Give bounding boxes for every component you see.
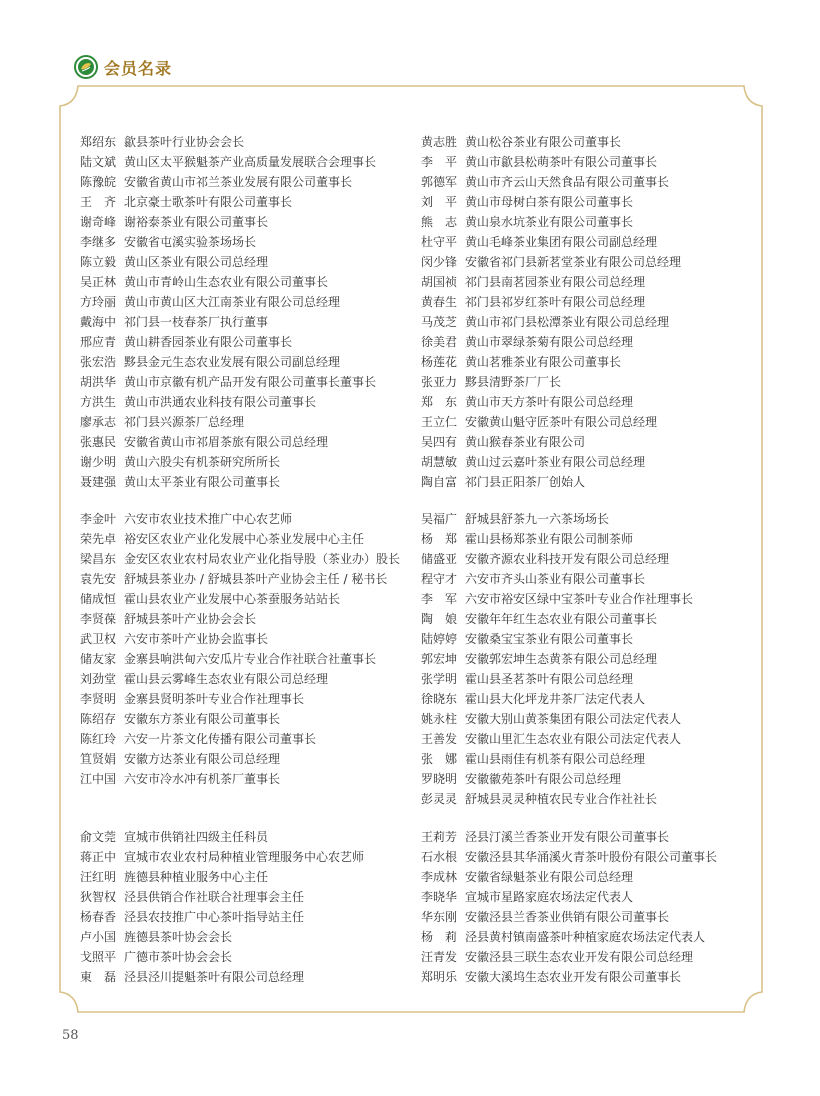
member-title: 宣城市供销社四级主任科员 — [124, 830, 269, 844]
member-name: 彭灵灵 — [421, 792, 458, 806]
member-name: 方玲丽 — [80, 295, 117, 309]
member-name: 李贤明 — [80, 692, 117, 706]
member-entry — [421, 609, 761, 629]
member-name: 谢奇峰 — [80, 215, 117, 229]
member-title: 霍山县农业产业发展中心茶蚕服务站站长 — [124, 592, 341, 606]
member-title: 霍山县大化坪龙井茶厂法定代表人 — [465, 692, 646, 706]
member-title: 黄山市母树白茶有限公司董事长 — [465, 195, 634, 209]
member-name: 江中国 — [80, 772, 117, 786]
member-entry — [421, 847, 761, 867]
member-entry — [421, 907, 761, 927]
member-name: 胡洪华 — [80, 375, 117, 389]
member-title: 安徽省祁门县新茗堂茶业有限公司总经理 — [465, 255, 682, 269]
member-title: 安徽省黄山市祁兰茶业发展有限公司董事长 — [124, 175, 353, 189]
member-title: 六安市冷水冲有机茶厂董事长 — [124, 772, 281, 786]
member-entry — [80, 192, 420, 212]
member-name: 刘 平 — [421, 195, 458, 209]
member-entry — [421, 372, 761, 392]
member-entry — [80, 669, 420, 689]
member-entry — [421, 947, 761, 967]
member-name: 李 军 — [421, 592, 458, 606]
member-entry — [421, 272, 761, 292]
member-title: 黄山耕香园茶业有限公司董事长 — [124, 335, 293, 349]
member-title: 黄山区太平猴魁茶产业高质量发展联合会理事长 — [124, 155, 377, 169]
member-entry — [421, 452, 761, 472]
member-name: 笪贤娟 — [80, 752, 117, 766]
member-entry — [80, 927, 420, 947]
member-title: 六安市裕安区绿中宝茶叶专业合作社理事长 — [465, 592, 694, 606]
member-title: 黄山市翠绿茶菊有限公司总经理 — [465, 335, 634, 349]
member-name: 张宏浩 — [80, 355, 117, 369]
member-title: 安徽方达茶业有限公司总经理 — [124, 752, 281, 766]
member-title: 舒城县茶业办 / 舒城县茶叶产业协会主任 / 秘书长 — [124, 572, 388, 586]
member-entry — [421, 509, 761, 529]
member-title: 黄山猴春茶业有限公司 — [465, 435, 586, 449]
member-title: 霍山县云雾峰生态农业有限公司总经理 — [124, 672, 329, 686]
member-name: 邢应青 — [80, 335, 117, 349]
member-name: 杨 郑 — [421, 532, 458, 546]
member-title: 泾县汀溪兰香茶业开发有限公司董事长 — [465, 830, 670, 844]
member-entry — [421, 132, 761, 152]
member-entry — [80, 312, 420, 332]
member-entry — [80, 689, 420, 709]
member-entry — [421, 629, 761, 649]
member-entry — [80, 272, 420, 292]
member-name: 杨莲花 — [421, 355, 458, 369]
member-title: 黄山市天方茶叶有限公司总经理 — [465, 395, 634, 409]
tea-leaf-logo-icon — [74, 55, 98, 79]
member-title: 黄山市黄山区大江南茶业有限公司总经理 — [124, 295, 341, 309]
member-title: 祁门县正阳茶厂创始人 — [465, 475, 586, 489]
member-title: 霍山县圣茗茶叶有限公司总经理 — [465, 672, 634, 686]
member-title: 黄山市京徽有机产品开发有限公司董事长董事长 — [124, 375, 377, 389]
right-group-luan — [421, 509, 761, 809]
member-title: 黄山市洪通农业科技有限公司董事长 — [124, 395, 317, 409]
member-title: 泾县农技推广中心茶叶指导站主任 — [124, 910, 305, 924]
member-name: 蒋正中 — [80, 850, 117, 864]
member-title: 安徽泾县其华涌溪火青茶叶股份有限公司董事长 — [465, 850, 718, 864]
member-entry — [80, 352, 420, 372]
member-entry — [421, 212, 761, 232]
member-name: 徐晓东 — [421, 692, 458, 706]
member-entry — [80, 529, 420, 549]
member-title: 黄山泉水坑茶业有限公司董事长 — [465, 215, 634, 229]
member-title: 祁门县一枝春茶厂执行董事 — [124, 315, 269, 329]
member-entry — [421, 172, 761, 192]
member-title: 黄山毛峰茶业集团有限公司副总经理 — [465, 235, 658, 249]
member-title: 谢裕泰茶业有限公司董事长 — [124, 215, 269, 229]
member-title: 安徽年年红生态农业有限公司董事长 — [465, 612, 658, 626]
member-entry — [80, 549, 420, 569]
member-name: 杨 莉 — [421, 930, 458, 944]
left-group-xuancheng — [80, 827, 420, 987]
member-name: 郑绍东 — [80, 135, 117, 149]
member-title: 泾县黄村镇南盛茶叶种植家庭农场法定代表人 — [465, 930, 706, 944]
member-name: 戈照平 — [80, 950, 117, 964]
member-entry — [80, 232, 420, 252]
member-name: 张亚力 — [421, 375, 458, 389]
member-entry — [421, 392, 761, 412]
member-name: 胡国祯 — [421, 275, 458, 289]
member-entry — [80, 372, 420, 392]
member-title: 金寨县贤明茶叶专业合作社理事长 — [124, 692, 305, 706]
member-entry — [421, 432, 761, 452]
member-title: 泾县泾川提魁茶叶有限公司总经理 — [124, 970, 305, 984]
member-name: 杜守平 — [421, 235, 458, 249]
member-title: 黄山市青岭山生态农业有限公司董事长 — [124, 275, 329, 289]
member-name: 熊 志 — [421, 215, 458, 229]
member-title: 霍山县雨佳有机茶有限公司总经理 — [465, 752, 646, 766]
member-entry — [80, 749, 420, 769]
member-entry — [421, 649, 761, 669]
member-entry — [421, 352, 761, 372]
member-title: 安徽泾县三联生态农业开发有限公司总经理 — [465, 950, 694, 964]
member-entry — [80, 509, 420, 529]
member-name: 张惠民 — [80, 435, 117, 449]
member-name: 李成林 — [421, 870, 458, 884]
member-entry — [421, 312, 761, 332]
member-title: 安徽泾县兰香茶业供销有限公司董事长 — [465, 910, 670, 924]
member-entry — [80, 629, 420, 649]
member-name: 李晓华 — [421, 890, 458, 904]
section-title: 会员名录 — [104, 58, 173, 78]
member-entry — [80, 152, 420, 172]
member-title: 旌德县茶叶协会会长 — [124, 930, 233, 944]
member-name: 储成恒 — [80, 592, 117, 606]
member-entry — [80, 392, 420, 412]
member-title: 北京豪士歌茶叶有限公司董事长 — [124, 195, 293, 209]
member-entry — [80, 847, 420, 867]
member-entry — [421, 867, 761, 887]
member-name: 陆婷婷 — [421, 632, 458, 646]
right-group-xuancheng — [421, 827, 761, 987]
member-name: 王立仁 — [421, 415, 458, 429]
member-name: 荣先卓 — [80, 532, 117, 546]
member-name: 方洪生 — [80, 395, 117, 409]
member-name: 黄志胜 — [421, 135, 458, 149]
member-entry — [80, 569, 420, 589]
member-entry — [421, 589, 761, 609]
member-title: 黟县金元生态农业发展有限公司副总经理 — [124, 355, 341, 369]
member-name: 储友家 — [80, 652, 117, 666]
member-entry — [421, 549, 761, 569]
member-name: 袁先安 — [80, 572, 117, 586]
member-title: 宣城市星路家庭农场法定代表人 — [465, 890, 634, 904]
member-name: 郭德军 — [421, 175, 458, 189]
member-title: 黟县清野茶厂厂长 — [465, 375, 562, 389]
member-title: 安徽徽苑茶叶有限公司总经理 — [465, 772, 622, 786]
right-group-huangshan — [421, 132, 761, 492]
member-entry — [421, 472, 761, 492]
member-title: 舒城县灵灵种植农民专业合作社社长 — [465, 792, 658, 806]
member-entry — [80, 252, 420, 272]
member-name: 廖承志 — [80, 415, 117, 429]
member-name: 华东刚 — [421, 910, 458, 924]
member-entry — [80, 729, 420, 749]
member-entry — [80, 827, 420, 847]
member-name: 储盛亚 — [421, 552, 458, 566]
member-name: 戴海中 — [80, 315, 117, 329]
member-name: 李金叶 — [80, 512, 117, 526]
member-entry — [80, 947, 420, 967]
member-entry — [421, 827, 761, 847]
member-title: 黄山茗雅茶业有限公司董事长 — [465, 355, 622, 369]
member-name: 马茂芝 — [421, 315, 458, 329]
member-name: 汪青发 — [421, 950, 458, 964]
member-title: 舒城县茶叶产业协会会长 — [124, 612, 257, 626]
member-name: 王 齐 — [80, 195, 117, 209]
member-name: 陆文斌 — [80, 155, 117, 169]
member-name: 陈豫皖 — [80, 175, 117, 189]
member-name: 陈红玲 — [80, 732, 117, 746]
member-entry — [80, 412, 420, 432]
member-entry — [421, 569, 761, 589]
member-name: 陶自富 — [421, 475, 458, 489]
member-name: 程守才 — [421, 572, 458, 586]
member-entry — [421, 967, 761, 987]
member-name: 東 磊 — [80, 970, 117, 984]
member-title: 六安一片茶文化传播有限公司董事长 — [124, 732, 317, 746]
member-title: 金寨县响洪甸六安瓜片专业合作社联合社董事长 — [124, 652, 377, 666]
member-title: 安徽齐源农业科技开发有限公司总经理 — [465, 552, 670, 566]
page-number: 58 — [62, 1028, 79, 1043]
member-entry — [421, 232, 761, 252]
member-entry — [80, 649, 420, 669]
member-title: 黄山市歙县松萌茶叶有限公司董事长 — [465, 155, 658, 169]
member-title: 祁门县祁岁红茶叶有限公司总经理 — [465, 295, 646, 309]
member-entry — [421, 412, 761, 432]
member-name: 王莉芳 — [421, 830, 458, 844]
member-title: 舒城县舒茶九一六茶场场长 — [465, 512, 610, 526]
member-title: 黄山六股尖有机茶研究所所长 — [124, 455, 281, 469]
member-title: 祁门县兴源茶厂总经理 — [124, 415, 245, 429]
member-title: 黄山市祁门县松潭茶业有限公司总经理 — [465, 315, 670, 329]
member-title: 安徽桑宝宝茶业有限公司董事长 — [465, 632, 634, 646]
member-entry — [421, 529, 761, 549]
member-entry — [80, 769, 420, 789]
member-name: 陶 娘 — [421, 612, 458, 626]
member-name: 李贤葆 — [80, 612, 117, 626]
member-title: 安徽郭宏坤生态黄茶有限公司总经理 — [465, 652, 658, 666]
member-entry — [80, 472, 420, 492]
member-name: 谢少明 — [80, 455, 117, 469]
member-entry — [80, 887, 420, 907]
member-title: 安徽省绿魁茶业有限公司总经理 — [465, 870, 634, 884]
member-entry — [80, 172, 420, 192]
member-title: 黄山区茶业有限公司总经理 — [124, 255, 269, 269]
member-name: 梁昌东 — [80, 552, 117, 566]
member-name: 张 娜 — [421, 752, 458, 766]
member-entry — [421, 729, 761, 749]
member-title: 安徽黄山魁守匠茶叶有限公司总经理 — [465, 415, 658, 429]
member-name: 狄智权 — [80, 890, 117, 904]
member-name: 杨春香 — [80, 910, 117, 924]
member-entry — [421, 332, 761, 352]
member-name: 王善发 — [421, 732, 458, 746]
member-title: 黄山松谷茶业有限公司董事长 — [465, 135, 622, 149]
member-title: 黄山太平茶业有限公司董事长 — [124, 475, 281, 489]
member-title: 安徽山里汇生态农业有限公司法定代表人 — [465, 732, 682, 746]
member-entry — [421, 709, 761, 729]
member-title: 安徽东方茶业有限公司董事长 — [124, 712, 281, 726]
page-header — [74, 52, 172, 82]
member-name: 吴正林 — [80, 275, 117, 289]
member-name: 刘劲堂 — [80, 672, 117, 686]
member-entry — [421, 689, 761, 709]
member-name: 闵少锋 — [421, 255, 458, 269]
member-entry — [80, 907, 420, 927]
member-entry — [80, 452, 420, 472]
member-entry — [80, 132, 420, 152]
member-name: 姚永柱 — [421, 712, 458, 726]
member-title: 黄山市齐云山天然食品有限公司董事长 — [465, 175, 670, 189]
member-entry — [80, 332, 420, 352]
member-entry — [421, 152, 761, 172]
member-entry — [421, 192, 761, 212]
member-name: 石水根 — [421, 850, 458, 864]
member-name: 郭宏坤 — [421, 652, 458, 666]
member-name: 俞文莞 — [80, 830, 117, 844]
member-entry — [421, 669, 761, 689]
member-title: 祁门县南茗园茶业有限公司总经理 — [465, 275, 646, 289]
member-title: 裕安区农业产业化发展中心茶业发展中心主任 — [124, 532, 365, 546]
member-name: 吴福广 — [421, 512, 458, 526]
member-entry — [421, 927, 761, 947]
member-title: 安徽省黄山市祁眉茶旅有限公司总经理 — [124, 435, 329, 449]
member-title: 广德市茶叶协会会长 — [124, 950, 233, 964]
member-name: 胡慧敏 — [421, 455, 458, 469]
member-name: 李 平 — [421, 155, 458, 169]
member-entry — [80, 967, 420, 987]
member-entry — [421, 252, 761, 272]
member-title: 泾县供销合作社联合社理事会主任 — [124, 890, 305, 904]
left-group-luan — [80, 509, 420, 789]
member-name: 武卫权 — [80, 632, 117, 646]
member-entry — [421, 769, 761, 789]
member-name: 黄春生 — [421, 295, 458, 309]
member-title: 宣城市农业农村局种植业管理服务中心农艺师 — [124, 850, 365, 864]
member-title: 安徽大溪坞生态农业开发有限公司董事长 — [465, 970, 682, 984]
member-entry — [80, 709, 420, 729]
member-title: 六安市茶叶产业协会监事长 — [124, 632, 269, 646]
member-name: 聂建强 — [80, 475, 117, 489]
member-name: 吴四有 — [421, 435, 458, 449]
member-title: 金安区农业农村局农业产业化指导股（茶业办）股长 — [124, 552, 401, 566]
member-name: 张学明 — [421, 672, 458, 686]
member-title: 霍山县杨郑茶业有限公司制茶师 — [465, 532, 634, 546]
member-title: 六安市农业技术推广中心农艺师 — [124, 512, 293, 526]
member-name: 卢小国 — [80, 930, 117, 944]
member-name: 汪红明 — [80, 870, 117, 884]
member-title: 旌德县种植业服务中心主任 — [124, 870, 269, 884]
member-entry — [80, 212, 420, 232]
member-entry — [80, 432, 420, 452]
member-title: 安徽省屯溪实验茶场场长 — [124, 235, 257, 249]
member-entry — [421, 789, 761, 809]
member-name: 罗晓明 — [421, 772, 458, 786]
member-name: 陈立毅 — [80, 255, 117, 269]
member-title: 黄山过云嘉叶茶业有限公司总经理 — [465, 455, 646, 469]
member-entry — [80, 589, 420, 609]
member-title: 歙县茶叶行业协会会长 — [124, 135, 245, 149]
member-name: 陈绍存 — [80, 712, 117, 726]
member-title: 安徽大别山黄茶集团有限公司法定代表人 — [465, 712, 682, 726]
member-entry — [421, 292, 761, 312]
member-name: 徐美君 — [421, 335, 458, 349]
left-group-huangshan — [80, 132, 420, 492]
member-entry — [421, 887, 761, 907]
member-name: 郑 东 — [421, 395, 458, 409]
member-name: 郑明乐 — [421, 970, 458, 984]
member-name: 李继多 — [80, 235, 117, 249]
member-entry — [80, 867, 420, 887]
member-entry — [421, 749, 761, 769]
member-entry — [80, 292, 420, 312]
member-entry — [80, 609, 420, 629]
member-title: 六安市齐头山茶业有限公司董事长 — [465, 572, 646, 586]
